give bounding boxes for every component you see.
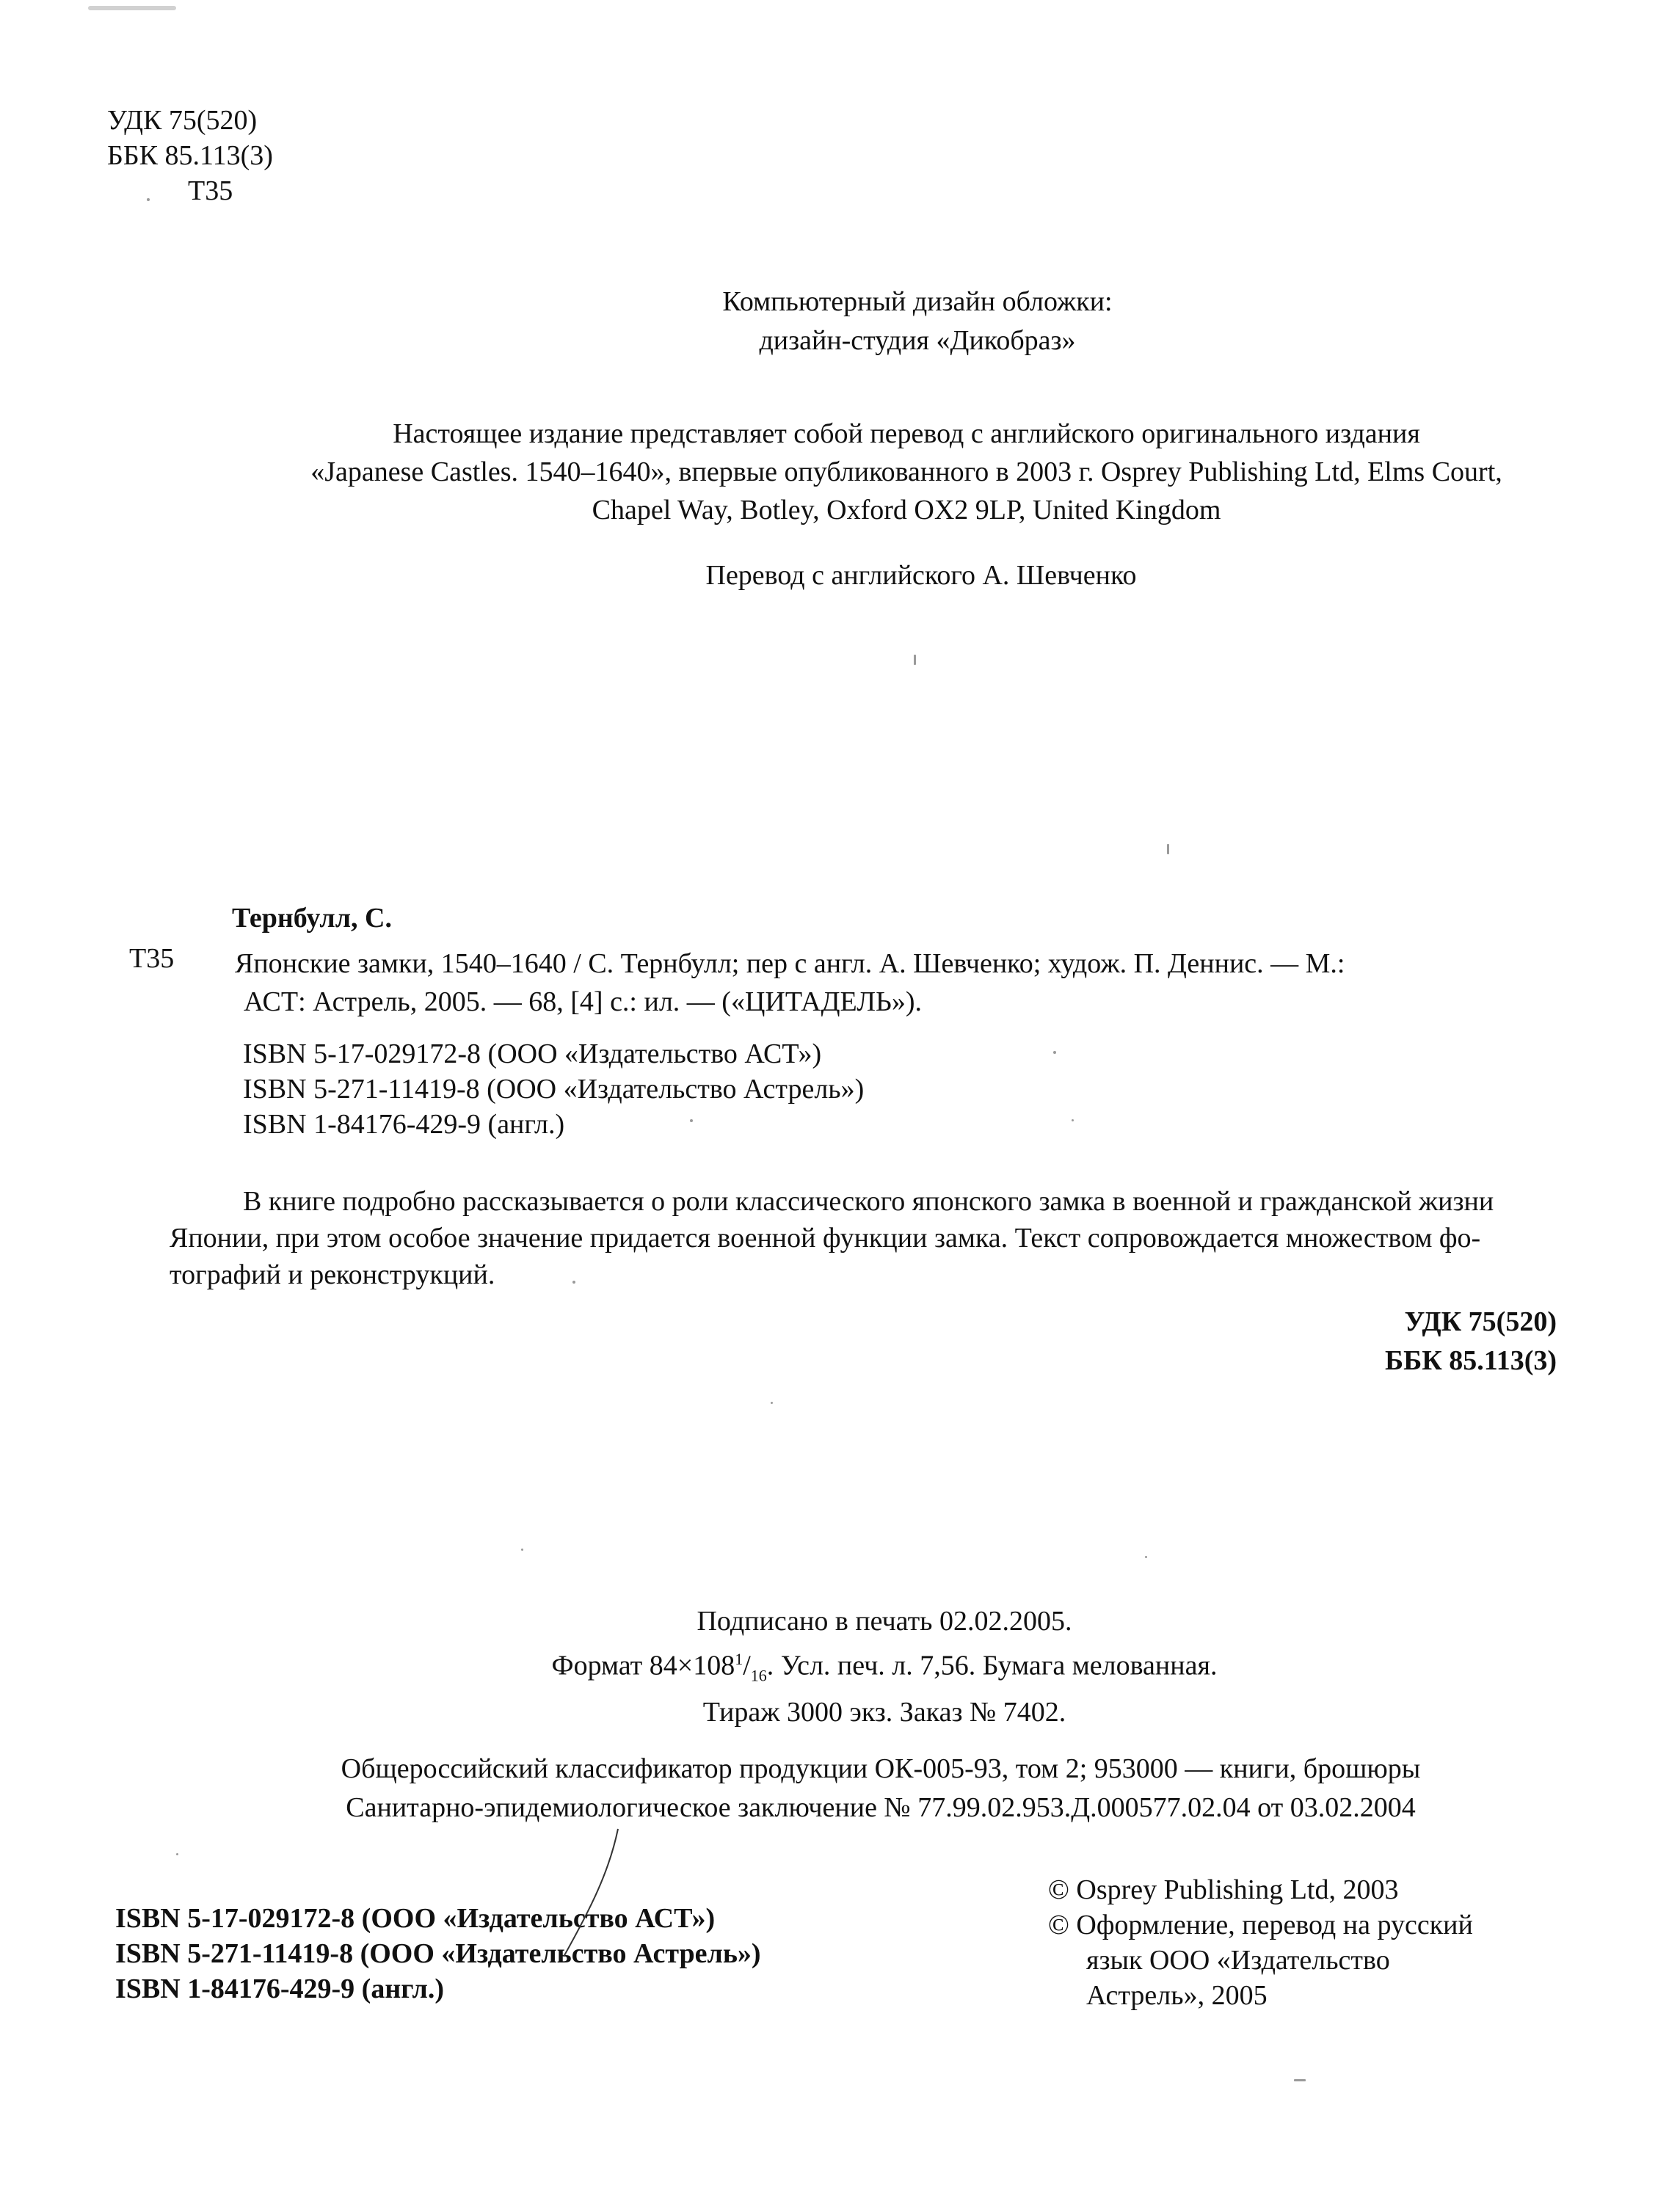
abstract-line-2: Японии, при этом особое значение придается военной функции замка. Текст сопровождается множеством фо- [170,1223,1481,1254]
scan-speck [914,655,916,665]
copyright-line-1: © Osprey Publishing Ltd, 2003 [1048,1874,1399,1905]
print-run: Тираж 3000 экз. Заказ № 7402. [702,1697,1066,1728]
catalog-isbn-1: ISBN 5-17-029172-8 (ООО «Издательство АСТ») [243,1038,822,1069]
catalog-udk: УДК 75(520) [1404,1306,1557,1337]
catalog-isbn-list [243,1036,864,1142]
scan-speck [88,6,176,10]
scan-speck [1167,844,1169,854]
print-info [114,1603,1655,1731]
catalog-bbk: ББК 85.113(3) [1384,1345,1557,1376]
catalog-description [235,945,1345,1021]
top-index-block [107,103,273,208]
cover-design-line-2: дизайн-студия «Дикобраз» [759,325,1076,356]
catalog-code: Т35 [129,943,175,974]
scan-speck [1072,1119,1074,1121]
copyright-block [1048,1872,1473,2013]
scan-speck [771,1402,773,1404]
print-format: Формат $84\times 108^1/_{16}$. Усл. печ. л. 7,56. Бумага мелованная. [551,1650,1218,1685]
translation-note-line-2: «Japanese Castles. 1540–1640», впервые опубликованного в 2003 г. Osprey Publishing Ltd, Elms Court, [310,456,1502,487]
scan-speck [1145,1556,1147,1558]
bottom-isbn-1: ISBN 5-17-029172-8 (ООО «Издательство АСТ») [115,1903,716,1934]
cover-design-credit [147,283,1680,360]
catalog-author: Тернбулл, С. [232,903,392,934]
copyright-line-2: © Оформление, перевод на русский [1048,1910,1473,1940]
catalog-isbn-3: ISBN 1-84176-429-9 (англ.) [243,1109,565,1140]
scan-speck [690,1119,693,1122]
copyright-line-3: язык ООО «Издательство [1086,1945,1390,1976]
translation-note-line-1: Настоящее издание представляет собой перевод с английского оригинального издания [393,418,1420,449]
scan-speck [1053,1051,1056,1054]
translation-note [136,415,1677,529]
bottom-isbn-list [115,1901,761,2007]
copyright-line-4: Астрель», 2005 [1086,1980,1268,2011]
pen-stroke-mark [558,1827,624,1960]
print-signed-date: Подписано в печать 02.02.2005. [697,1606,1072,1637]
scan-speck [147,198,150,201]
catalog-description-line-1: Японские замки, 1540–1640 / С. Тернбулл; пер с англ. А. Шевченко; худож. П. Деннис. — М.: [235,948,1345,979]
bottom-isbn-3: ISBN 1-84176-429-9 (англ.) [115,1973,445,2004]
top-author-code: Т35 [188,175,233,206]
translator-credit: Перевод с английского А. Шевченко [705,560,1137,591]
top-udk: УДК 75(520) [107,105,258,136]
bottom-isbn-2: ISBN 5-271-11419-8 (ООО «Издательство Астрель») [115,1938,761,1969]
print-format-suffix: . Усл. печ. л. 7,56. Бумага мелованная. [766,1650,1218,1681]
scan-speck [1294,2079,1306,2081]
classifier-info [110,1750,1651,1827]
cover-design-line-1: Компьютерный дизайн обложки: [722,286,1113,317]
scan-speck [176,1853,178,1855]
catalog-abstract [170,1183,1557,1293]
top-bbk: ББК 85.113(3) [107,140,273,171]
classifier-line-2: Санитарно-эпидемиологическое заключение № 77.99.02.953.Д.000577.02.04 от 03.02.2004 [346,1792,1416,1823]
scan-speck [521,1549,523,1551]
classifier-line-1: Общероссийский классификатор продукции ОК-005-93, том 2; 953000 — книги, брошюры [341,1753,1421,1784]
abstract-line-3: тографий и реконструкций. [170,1259,495,1290]
catalog-description-line-2: АСТ: Астрель, 2005. — 68, [4] с.: ил. — («ЦИТАДЕЛЬ»). [244,986,922,1017]
catalog-classification [1385,1303,1557,1380]
scan-speck [572,1281,575,1284]
print-format-prefix: Формат 84×108 [551,1650,735,1681]
abstract-line-1: В книге подробно рассказывается о роли классического японского замка в военной и гражданской жизни [243,1186,1494,1217]
print-format-sup: 1 [735,1650,743,1668]
catalog-isbn-2: ISBN 5-271-11419-8 (ООО «Издательство Астрель») [243,1074,865,1105]
print-format-sub: 16 [750,1666,767,1685]
translation-note-line-3: Chapel Way, Botley, Oxford OX2 9LP, United Kingdom [592,495,1221,525]
